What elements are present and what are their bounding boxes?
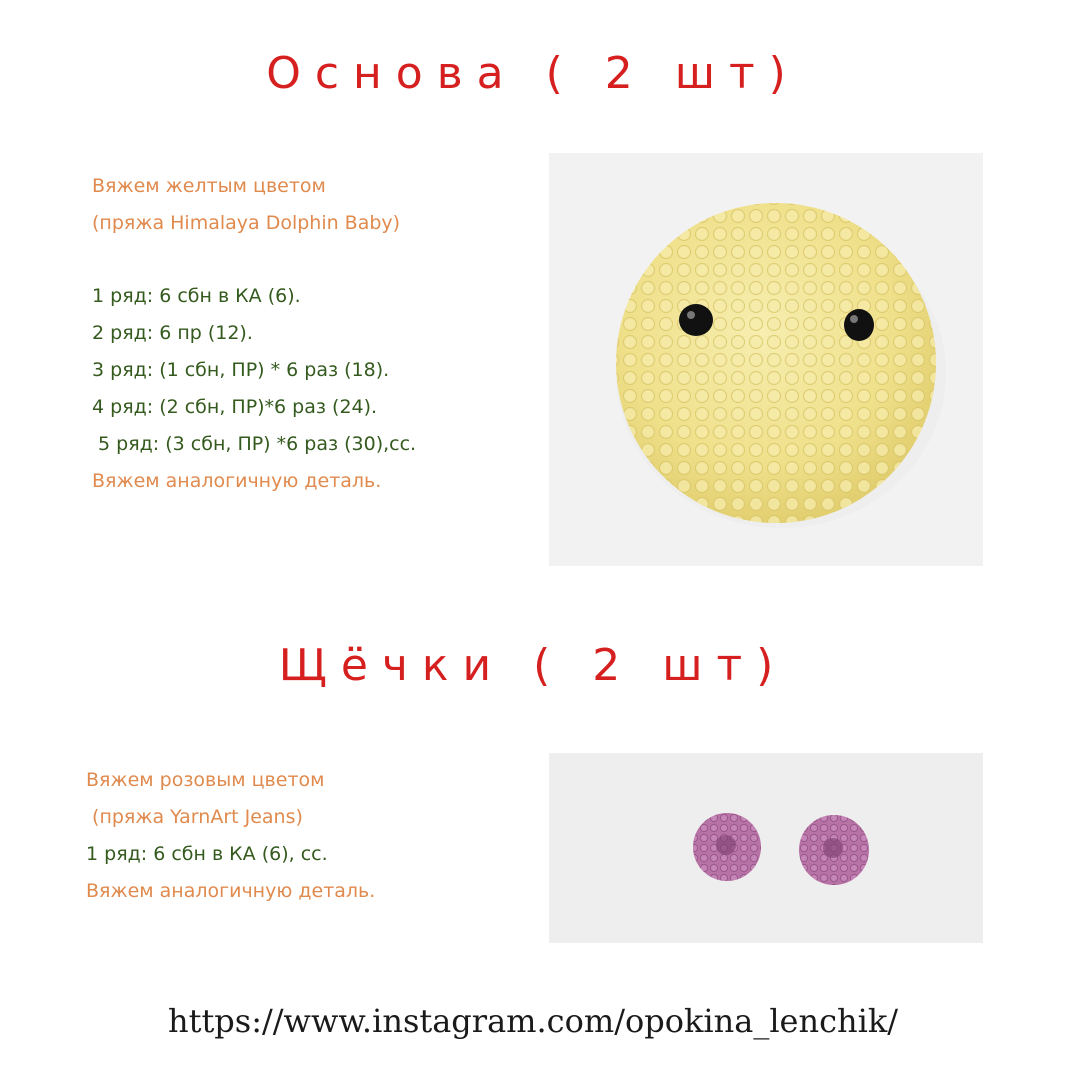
cheeks-outro: Вяжем аналогичную деталь. [86, 880, 376, 902]
base-intro-line2: (пряжа Himalaya Dolphin Baby) [92, 212, 401, 234]
cheeks-instructions [86, 762, 506, 910]
base-outro: Вяжем аналогичную деталь. [92, 470, 382, 492]
cheeks-row-1: 1 ряд: 6 сбн в КА (6), сс. [86, 843, 328, 865]
left-eye [679, 304, 713, 336]
base-row-3: 3 ряд: (1 сбн, ПР) * 6 раз (18). [92, 359, 390, 381]
yellow-ball-illustration [549, 153, 983, 566]
cheeks-photo [549, 753, 983, 943]
right-eye [844, 309, 874, 341]
base-row-2: 2 ряд: 6 пр (12). [92, 322, 253, 344]
base-photo [549, 153, 983, 566]
cheeks-intro-line2: (пряжа YarnArt Jeans) [86, 806, 303, 828]
base-intro-line1: Вяжем желтым цветом [92, 175, 326, 197]
base-row-4: 4 ряд: (2 сбн, ПР)*6 раз (24). [92, 396, 378, 418]
base-instructions [92, 168, 512, 500]
section-title-cheeks: Щёчки ( 2 шт) [278, 640, 788, 691]
base-row-5: 5 ряд: (3 сбн, ПР) *6 раз (30),сс. [92, 433, 417, 455]
cheeks-intro-line1: Вяжем розовым цветом [86, 769, 325, 791]
pink-cheeks-illustration [549, 753, 983, 943]
section-title-base: Основа ( 2 шт) [266, 48, 800, 99]
instagram-url[interactable]: https://www.instagram.com/opokina_lenchik/ [167, 1002, 899, 1040]
base-row-1: 1 ряд: 6 сбн в КА (6). [92, 285, 301, 307]
